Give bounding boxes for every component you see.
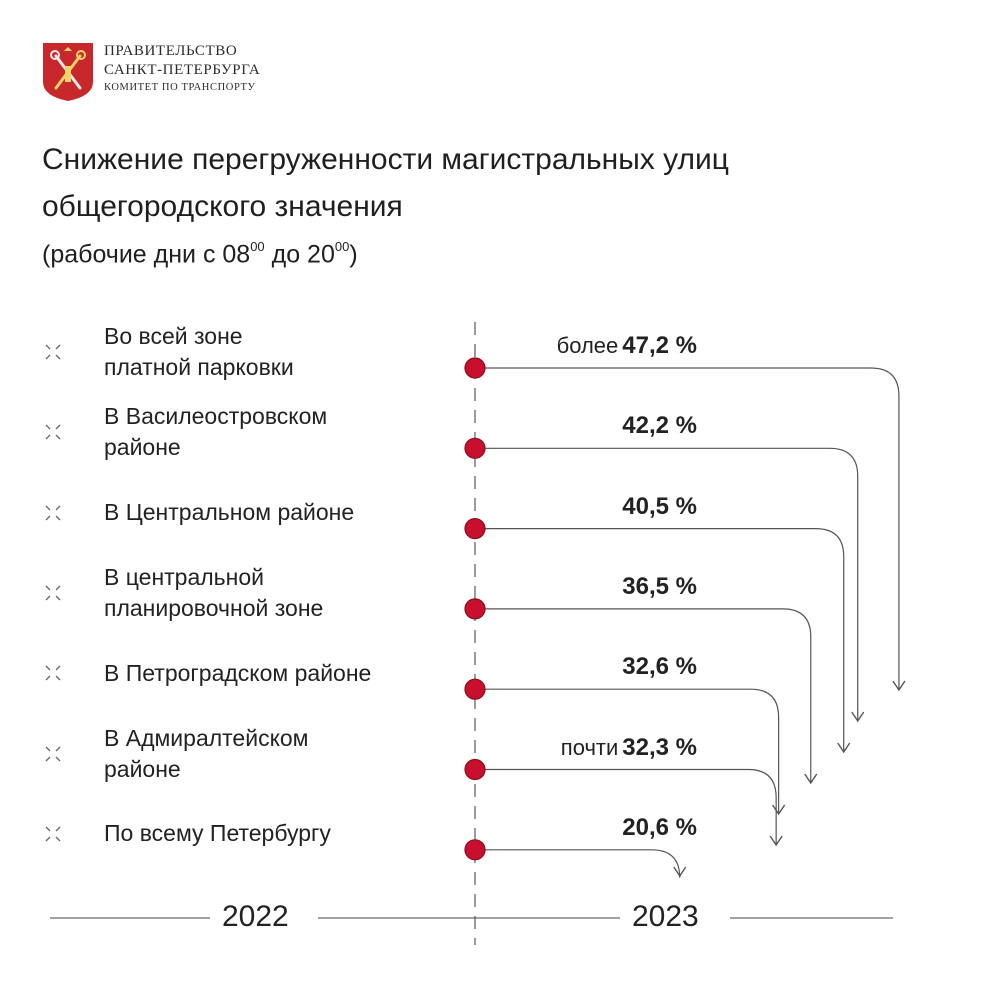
subtitle-sup-1: 00 xyxy=(250,239,265,254)
value-number: 40,5 % xyxy=(622,492,697,520)
value-number: 42,2 % xyxy=(622,412,697,440)
subtitle-middle: до 20 xyxy=(264,240,335,269)
connector-line xyxy=(475,689,779,814)
org-line-3: КОМИТЕТ ПО ТРАНСПОРТУ xyxy=(104,82,256,93)
subtitle-prefix: (рабочие дни с 08 xyxy=(42,240,251,269)
value-number: 32,3 % xyxy=(622,733,697,761)
data-dot xyxy=(465,519,485,539)
org-line-1: ПРАВИТЕЛЬСТВО xyxy=(104,43,238,59)
value-number: 20,6 % xyxy=(622,813,697,841)
category-label-line: В Петроградском районе xyxy=(104,659,372,686)
data-dot xyxy=(465,599,485,619)
category-label-line: Во всей зоне xyxy=(104,323,243,349)
category-label-line: В центральной xyxy=(104,563,265,590)
connector-line xyxy=(475,448,858,721)
subtitle-sup-2: 00 xyxy=(334,239,350,254)
data-dot xyxy=(465,358,485,378)
x-label-2023: 2023 xyxy=(632,900,699,933)
x-label-2022: 2022 xyxy=(222,900,289,933)
value-number: 36,5 % xyxy=(622,572,697,600)
connector-line xyxy=(475,609,811,783)
data-dot xyxy=(465,760,485,780)
value-number: 47,2 % xyxy=(622,332,697,359)
connector-line xyxy=(475,850,680,878)
category-label-line: планировочной зоне xyxy=(104,594,324,621)
category-label-line: В Адмиралтейском xyxy=(104,724,309,751)
data-dot xyxy=(465,438,485,458)
category-label-line: По всему Петербургу xyxy=(104,820,331,847)
chart-title: Снижение перегруженности магистральных улиц общегородского значения xyxy=(42,143,729,223)
category-label-line: районе xyxy=(104,434,181,461)
connector-line xyxy=(475,770,776,846)
category-label-line: районе xyxy=(104,755,181,782)
org-line-2: САНКТ-ПЕТЕРБУРГА xyxy=(104,62,261,78)
category-label-line: В Центральном районе xyxy=(104,499,355,526)
connector-line xyxy=(475,529,844,752)
value-prefix: почти xyxy=(560,734,619,760)
data-dot xyxy=(465,840,485,860)
data-dot xyxy=(465,679,485,699)
value-prefix: более xyxy=(556,333,619,358)
subtitle-suffix: ) xyxy=(349,240,358,269)
value-number: 32,6 % xyxy=(622,653,697,681)
category-label-line: В Василеостровском xyxy=(104,403,328,430)
category-label-line: платной парковки xyxy=(104,354,294,380)
